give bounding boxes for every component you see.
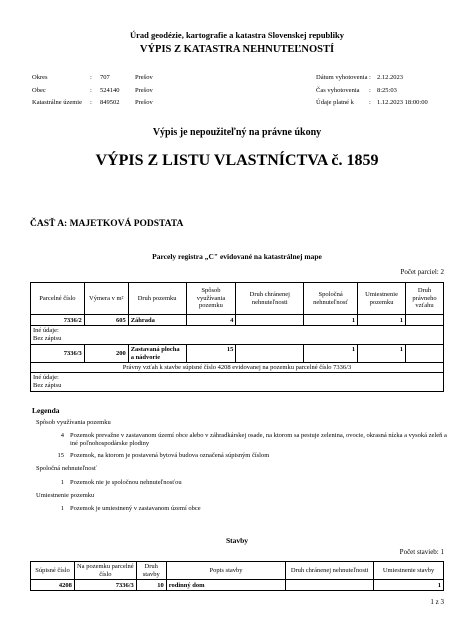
col-popis-stavby: Popis stavby [166, 562, 286, 580]
col-umiestnenie-stavby: Umiestnenie stavby [374, 562, 444, 580]
parcels-header-row [31, 283, 444, 315]
office-name: Úrad geodézie, kartografie a katastra Slovenskej republiky [130, 30, 344, 40]
buildings-header-row [31, 562, 444, 580]
meta-cas: Čas vyhotovenia : 8:25:03 [316, 86, 397, 94]
col-supisne-cislo: Súpisné číslo [31, 562, 75, 580]
legend-title: Legenda [32, 406, 60, 415]
col-druh-chranenej-stavby: Druh chránenej nehnuteľnosti [286, 562, 374, 580]
buildings-title: Stavby [225, 536, 249, 545]
legend-text: Pozemok nie je spoločnou nehnuteľnosťou [70, 479, 182, 486]
meta-datum: Dátum vyhotovenia : 2.12.2023 [316, 74, 403, 81]
col-sposob-vyuzivania: Spôsob využívania pozemku [186, 283, 236, 315]
table-row-note: Iné údaje: Bez zápisu [31, 373, 444, 392]
meta-katastralne-uzemie: Katastrálne územie : 849502 Prešov [32, 99, 153, 106]
col-druh-chranenej: Druh chránenej nehnuteľnosti [236, 283, 304, 315]
legend-heading-sposob: Spôsob využívania pozemku [36, 419, 111, 426]
col-parcelne-cislo: Parcelné číslo [31, 283, 85, 315]
meta-okres: Okres : 707 Prešov [32, 74, 153, 81]
col-druh-stavby: Druh stavby [136, 562, 166, 580]
meta-right [316, 72, 428, 110]
parcels-title: Parcely registra „C" evidované na katastrálnej mape [152, 252, 322, 261]
legend-heading-spolocna: Spoločná nehnuteľnosť [36, 465, 97, 472]
table-row: 7336/3 200 Zastavaná plocha a nádvorie 15 1 1 [31, 345, 444, 363]
legal-notice: Výpis je nepoužiteľný na právne úkony [152, 127, 322, 138]
legend-heading-umiestnenie: Umiestnenie pozemku [36, 492, 95, 499]
buildings-count: Počet stavieb: 1 [399, 548, 444, 556]
col-vymera: Výmera v m² [84, 283, 128, 315]
col-umiestnenie: Umiestnenie pozemku [358, 283, 406, 315]
buildings-table [30, 561, 444, 591]
legend-text: Pozemok je umiestnený v zastavanom území obce [70, 505, 201, 512]
parcels-count: Počet parciel: 2 [400, 268, 444, 276]
document-title: VÝPIS Z LISTU VLASTNÍCTVA č. 1859 [95, 152, 379, 169]
legend-text: Pozemok, na ktorom je postavená bytová budova označená súpisným číslom [70, 452, 270, 459]
table-row: 7336/2 605 Záhrada 4 1 1 [31, 315, 444, 326]
col-spolocna: Spoločná nehnuteľnosť [304, 283, 358, 315]
table-row-note: Iné údaje: Bez zápisu [31, 326, 444, 345]
table-row: 4208 7336/3 10 rodinný dom 1 [31, 580, 444, 591]
meta-obec: Obec : 524140 Prešov [32, 86, 153, 94]
col-druh-vztahu: Druh právneho vzťahu [406, 283, 444, 315]
legend-code: 1 [60, 505, 64, 512]
meta-left [32, 72, 153, 110]
parcels-table [30, 282, 444, 392]
col-druh-pozemku: Druh pozemku [128, 283, 186, 315]
page-number: 1 z 3 [430, 598, 444, 606]
legend-code: 1 [60, 479, 64, 486]
legend-text: Pozemok prevažne v zastavanom území obce alebo v záhradkárskej osade, na ktorom sa pestuje zelenina, ovocie, okrasná nízka a vysoká zeleň a iné poľnohospodárske plodiny [70, 432, 447, 447]
section-a-title: ČASŤ A: MAJETKOVÁ PODSTATA [30, 219, 184, 229]
col-na-pozemku: Na pozemku parcelné číslo [74, 562, 136, 580]
document-header-title: VÝPIS Z KATASTRA NEHNUTEĽNOSTÍ [139, 44, 335, 55]
table-row-extra: Právny vzťah k stavbe súpisné číslo 4208 evidovanej na pozemku parcelné číslo 7336/3 [31, 363, 444, 373]
meta-platne: Údaje platné k : 1.12.2023 18:00:00 [316, 99, 428, 106]
legend-code: 15 [57, 452, 64, 459]
legend-code: 4 [60, 432, 64, 439]
